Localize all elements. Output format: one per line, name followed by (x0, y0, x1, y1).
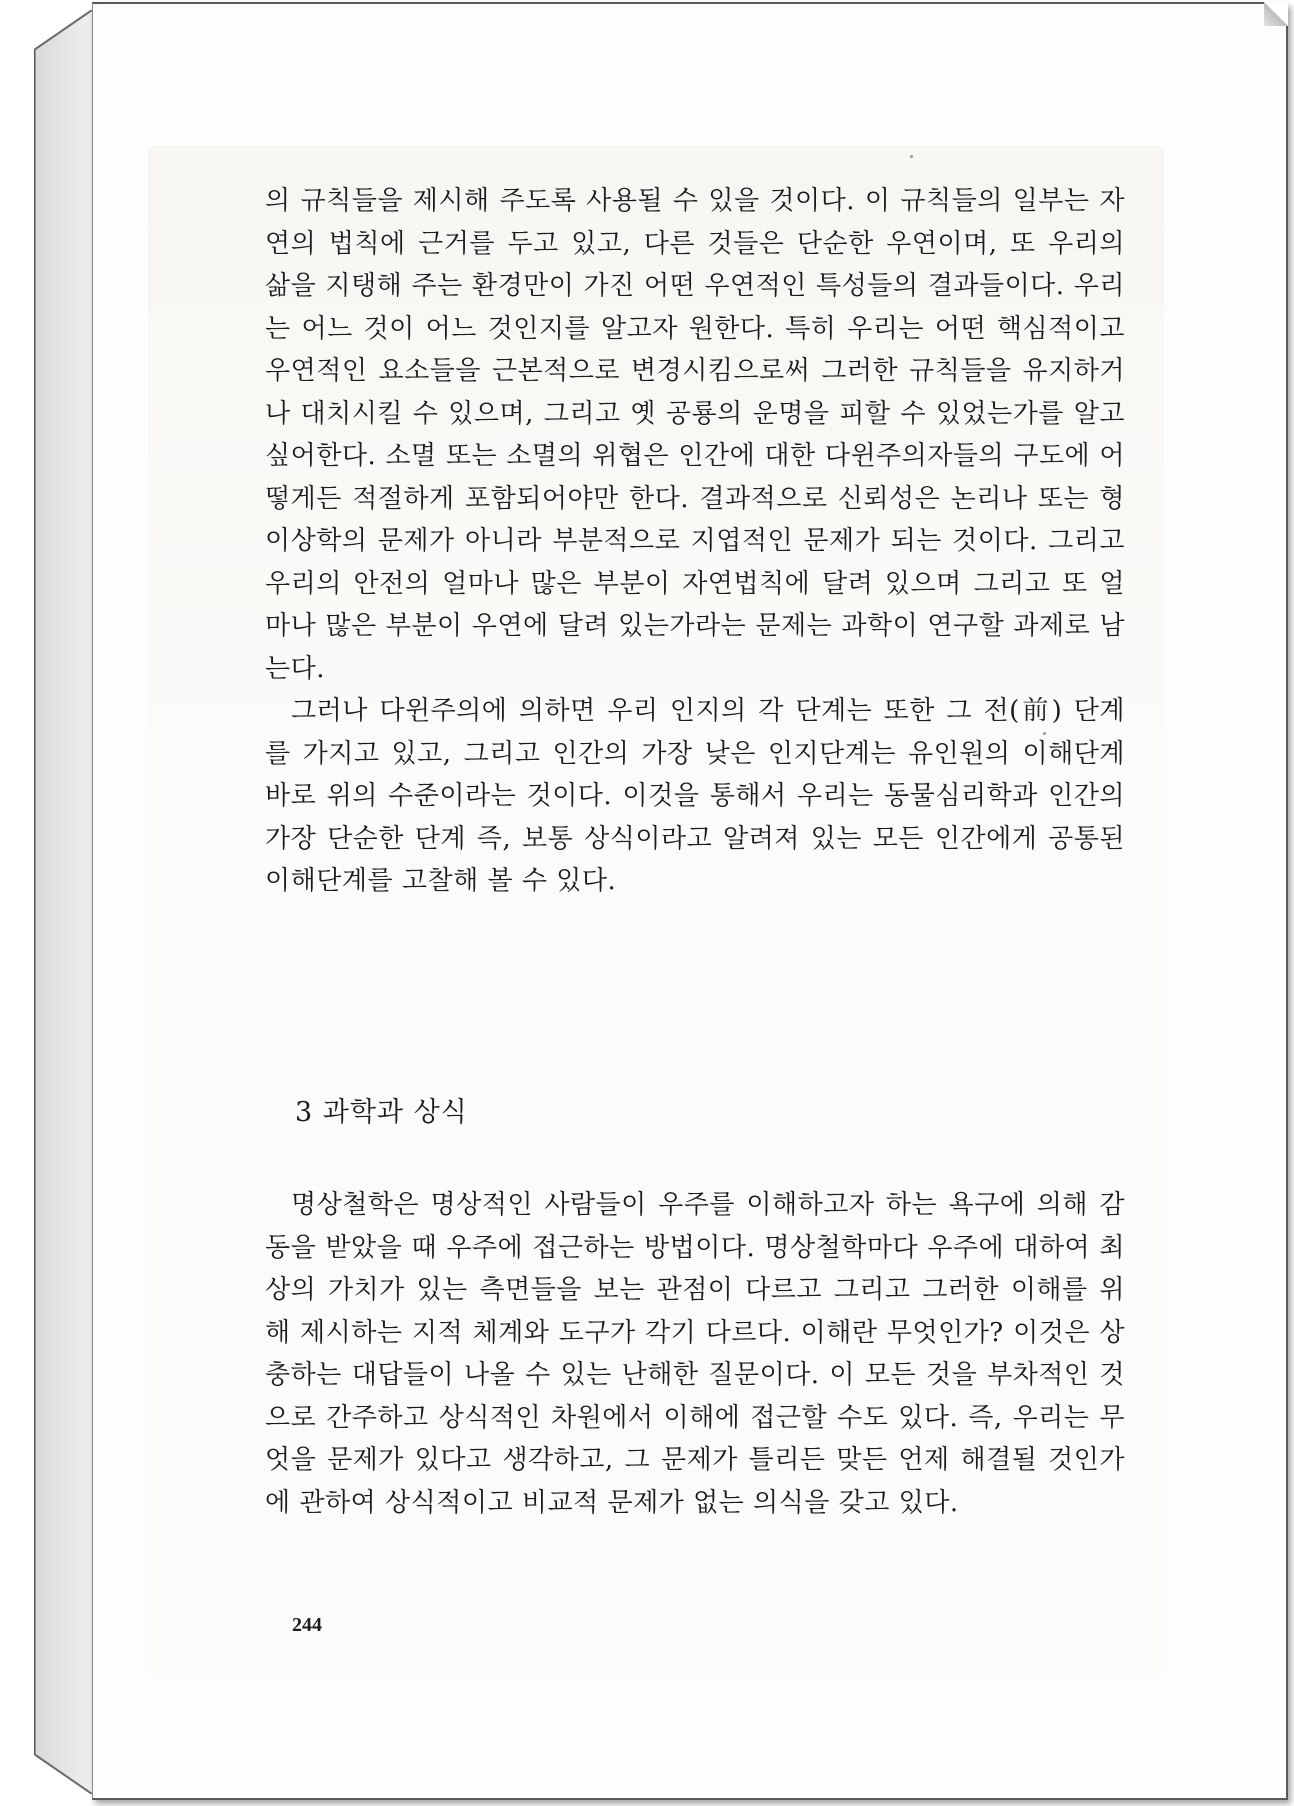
text-line: 명상철학은 명상적인 사람들이 우주를 이해하고자 하는 욕구에 의해 감 (291, 1190, 1125, 1220)
text-line: 엇을 문제가 있다고 생각하고, 그 문제가 틀리든 맞든 언제 해결될 것인가 (265, 1445, 1125, 1475)
text-line: 를 가지고 있고, 그리고 인간의 가장 낮은 인지단계는 유인원의 이해단계 (265, 738, 1125, 769)
text-line: 충하는 대답들이 나올 수 있는 난해한 질문이다. 이 모든 것을 부차적인 것 (265, 1360, 1125, 1390)
text-line: 우연적인 요소들을 근본적으로 변경시킴으로써 그러한 규칙들을 유지하거 (265, 356, 1125, 386)
text-line: 는 어느 것이 어느 것인지를 알고자 원한다. 특히 우리는 어떤 핵심적이고 (265, 313, 1125, 344)
text-line: 동을 받았을 때 우주에 접근하는 방법이다. 명상철학마다 우주에 대하여 최 (265, 1232, 1125, 1263)
text-line: 마나 많은 부분이 우연에 달려 있는가라는 문제는 과학이 연구할 과제로 남 (265, 611, 1125, 641)
text-line: 이상학의 문제가 아니라 부분적으로 지엽적인 문제가 되는 것이다. 그리고 (265, 526, 1125, 556)
text-line: 의 규칙들을 제시해 주도록 사용될 수 있을 것이다. 이 규칙들의 일부는 자 (265, 186, 1125, 216)
paragraph-1 (265, 180, 1125, 690)
text-line: 는다. (265, 653, 325, 684)
text-line: 에 관하여 상식적이고 비교적 문제가 없는 의식을 갖고 있다. (265, 1487, 959, 1518)
text-line: 싶어한다. 소멸 또는 소멸의 위협은 인간에 대한 다윈주의자들의 구도에 어 (265, 441, 1125, 471)
page-number: 244 (292, 1614, 322, 1636)
text-line: 으로 간주하고 상식적인 차원에서 이해에 접근할 수도 있다. 즉, 우리는 무 (265, 1402, 1125, 1433)
text-line: 연의 법칙에 근거를 두고 있고, 다른 것들은 단순한 우연이며, 또 우리의 (265, 228, 1125, 259)
section-heading: 3 과학과 상식 (295, 1097, 468, 1128)
body-text-top (265, 180, 1125, 903)
text-line: 나 대치시킬 수 있으며, 그리고 옛 공룡의 운명을 피할 수 있었는가를 알고 (265, 398, 1125, 429)
text-line: 이해단계를 고찰해 볼 수 있다. (265, 866, 617, 896)
scan-speck (910, 155, 913, 158)
paragraph-2 (265, 690, 1125, 903)
page-corner-fold (1264, 2, 1288, 26)
text-line: 바로 위의 수준이라는 것이다. 이것을 통해서 우리는 동물심리학과 인간의 (265, 781, 1125, 811)
text-line: 삶을 지탱해 주는 환경만이 가진 어떤 우연적인 특성들의 결과들이다. 우리 (265, 271, 1125, 301)
body-text-bottom (265, 1184, 1125, 1524)
text-line: 그러나 다윈주의에 의하면 우리 인지의 각 단계는 또한 그 전(前) 단계 (291, 696, 1125, 726)
paragraph-3 (265, 1184, 1125, 1524)
text-line: 떻게든 적절하게 포함되어야만 한다. 결과적으로 신뢰성은 논리나 또는 형 (265, 483, 1125, 514)
text-line: 상의 가치가 있는 측면들을 보는 관점이 다르고 그리고 그러한 이해를 위 (265, 1275, 1125, 1305)
text-line: 해 제시하는 지적 체계와 도구가 각기 다르다. 이해란 무엇인가? 이것은 상 (265, 1317, 1125, 1348)
text-line: 우리의 안전의 얼마나 많은 부분이 자연법칙에 달려 있으며 그리고 또 얼 (265, 568, 1125, 599)
text-line: 가장 단순한 단계 즉, 보통 상식이라고 알려져 있는 모든 인간에게 공통된 (265, 823, 1125, 854)
